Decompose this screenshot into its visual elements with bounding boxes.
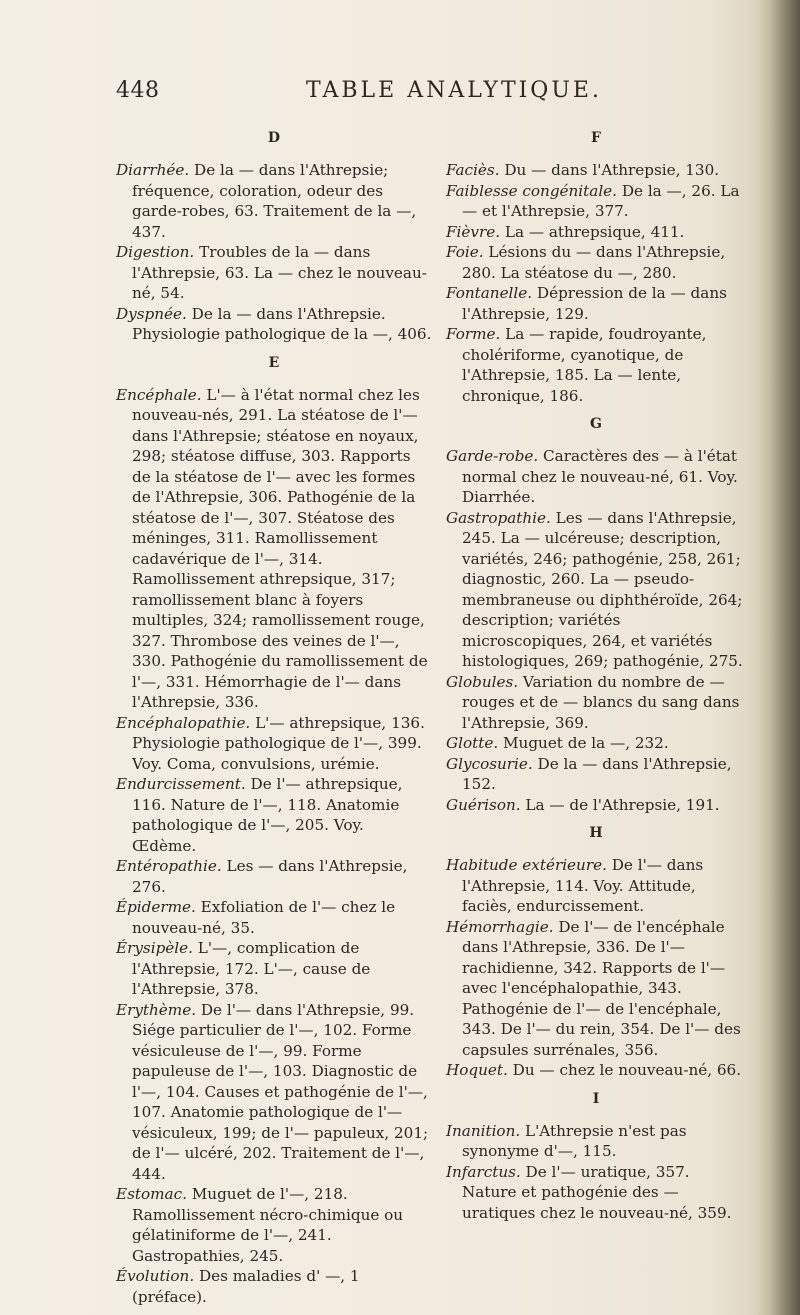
entry-text: De la —, 26. La — et l'Athrepsie, 377. [462, 181, 740, 220]
entry-term: Encéphale. [116, 385, 202, 404]
entry-text: Du — chez le nouveau-né, 66. [507, 1061, 742, 1079]
entry-text: De l'— dans l'Athrepsie, 114. Voy. Attitude, faciès, endurcissement. [462, 856, 704, 915]
entry-text: De l'— de l'encéphale dans l'Athrepsie, 336. De l'— rachidienne, 342. Rapports de l'— avec l'encéphalopathie, 343. Pathogénie de l'— de l'encéphale, 343. De l'— du rein, 354. De l'— des capsules surrénales, 356. [462, 917, 741, 1059]
entry-term: Foie. [446, 243, 484, 261]
section-letter: E [268, 354, 280, 371]
index-entry [446, 855, 746, 917]
index-entry [116, 897, 432, 938]
entry-term: Forme. [446, 325, 501, 343]
entry-term: Entéropathie. [116, 857, 222, 875]
index-entry [446, 754, 746, 795]
entry-text: De l'— uratique, 357. Nature et pathogénie des — uratiques chez le nouveau-né, 359. [462, 1162, 732, 1222]
entry-term: Évolution. [116, 1267, 195, 1285]
entry-term: Habitude extérieure. [446, 856, 607, 874]
index-entry [446, 672, 746, 734]
index-entry [116, 1184, 432, 1266]
entry-term: Glotte. [446, 734, 499, 752]
index-entry [116, 1266, 432, 1307]
entry-term: Glycosurie. [446, 754, 533, 773]
index-entry [446, 283, 746, 324]
index-entry [446, 1060, 746, 1081]
index-entry [446, 1121, 746, 1162]
entry-text: Du — dans l'Athrepsie, 130. [499, 161, 720, 179]
entry-text: De la — dans l'Athrepsie, 152. [462, 754, 732, 793]
entry-text: L'—, complication de l'Athrepsie, 172. L'—, cause de l'Athrepsie, 378. [132, 939, 371, 998]
entry-term: Fièvre. [446, 222, 501, 241]
entry-text: De l'— athrepsique, 116. Nature de l'—, 118. Anatomie pathologique de l'—, 205. Voy. Œdème. [132, 775, 403, 855]
section-letter: D [267, 130, 281, 146]
entry-term: Diarrhée. [116, 161, 190, 179]
index-entry [446, 1162, 746, 1224]
entry-term: Hoquet. [446, 1061, 508, 1079]
right-column [446, 120, 746, 1223]
index-section [116, 355, 432, 1308]
index-section [446, 416, 746, 815]
entry-text: Caractères des — à l'état normal chez le nouveau-né, 61. Voy. Diarrhée. [462, 447, 738, 506]
left-column [116, 120, 432, 1307]
entry-term: Digestion. [116, 243, 195, 261]
entry-text: Lésions du — dans l'Athrepsie, 280. La stéatose du —, 280. [462, 243, 726, 282]
index-entry [116, 938, 432, 1000]
running-title: TABLE ANALYTIQUE. [306, 78, 602, 103]
entry-term: Érysipèle. [116, 939, 193, 957]
section-letter: H [589, 825, 603, 841]
index-entry [446, 222, 746, 243]
index-section [446, 825, 746, 1081]
entry-term: Endurcissement. [116, 775, 246, 793]
entry-term: Inanition. [446, 1121, 521, 1140]
index-entry [116, 385, 432, 713]
index-entry [116, 774, 432, 856]
entry-text: De l'— dans l'Athrepsie, 99. Siége particulier de l'—, 102. Forme vésiculeuse de l'—, 99. Forme papuleuse de l'—, 103. Diagnostic de l'—, 104. Causes et pathogénie de l'—, 107. Anatomie pathologique de l'— vésiculeux, 199; de l'— papuleux, 201; de l'— ulcéré, 202. Traitement de l'—, 444. [132, 1000, 429, 1183]
index-section [446, 1091, 746, 1224]
entry-term: Estomac. [116, 1185, 187, 1203]
entry-text: Variation du nombre de — rouges et de — blancs du sang dans l'Athrepsie, 369. [462, 672, 740, 732]
section-letter: G [590, 416, 602, 432]
entry-text: Muguet de l'—, 218. Ramollissement nécro-chimique ou gélatiniforme de l'—, 241. Gastropathies, 245. [132, 1185, 404, 1265]
entry-term: Faiblesse congénitale. [446, 181, 617, 200]
index-entry [446, 508, 746, 672]
entry-text: L'— athrepsique, 136. Physiologie pathologique de l'—, 399. Voy. Coma, convulsions, urémie. [132, 713, 425, 773]
index-entry [446, 160, 746, 181]
entry-term: Fontanelle. [446, 284, 533, 302]
entry-text: Les — dans l'Athrepsie, 245. La — ulcéreuse; description, variétés, 246; pathogénie, 258, 261; diagnostic, 260. La — pseudo-membraneuse ou diphthéroïde, 264; description; variétés microscopiques, 264, et variétés histologiques, 269; pathogénie, 275. [462, 508, 743, 670]
page-number: 448 [116, 78, 160, 103]
page-header [0, 78, 800, 108]
entry-term: Dyspnée. [116, 304, 187, 323]
entry-term: Guérison. [446, 795, 521, 814]
page-edge-shadow [756, 0, 800, 1315]
section-letter: F [591, 130, 601, 146]
index-entry [446, 181, 746, 222]
index-entry [446, 733, 746, 754]
entry-text: De la — dans l'Athrepsie. Physiologie pathologique de la —, 406. [132, 304, 432, 343]
entry-text: Troubles de la — dans l'Athrepsie, 63. La — chez le nouveau-né, 54. [132, 243, 427, 302]
entry-text: Muguet de la —, 232. [498, 734, 669, 752]
entry-term: Faciès. [446, 161, 500, 179]
index-entry [446, 917, 746, 1061]
index-entry [116, 1000, 432, 1185]
entry-text: Dépression de la — dans l'Athrepsie, 129. [462, 284, 727, 323]
entry-text: Des maladies d' —, 1 (préface). [132, 1267, 360, 1306]
entry-term: Encéphalopathie. [116, 713, 251, 732]
entry-text: De la — dans l'Athrepsie; fréquence, coloration, odeur des garde-robes, 63. Traitement de la —, 437. [132, 161, 417, 241]
index-entry [116, 160, 432, 242]
entry-text: La — de l'Athrepsie, 191. [520, 795, 720, 814]
entry-term: Globules. [446, 672, 519, 691]
index-entry [116, 713, 432, 775]
entry-text: Les — dans l'Athrepsie, 276. [132, 857, 408, 896]
entry-term: Infarctus. [446, 1162, 521, 1181]
entry-text: L'Athrepsie n'est pas synonyme d'—, 115. [462, 1121, 687, 1160]
entry-text: Exfoliation de l'— chez le nouveau-né, 35. [132, 898, 396, 937]
index-entry [116, 856, 432, 897]
index-section [446, 130, 746, 406]
entry-text: L'— à l'état normal chez les nouveau-nés, 291. La stéatose de l'— dans l'Athrepsie; stéatose en noyaux, 298; stéatose diffuse, 303. Rapports de la stéatose de l'— avec les formes de l'Athrepsie, 306. Pathogénie de la stéatose de l'—, 307. Stéatose des méninges, 311. Ramollissement cadavérique de l'—, 314. Ramollissement athrepsique, 317; ramollissement blanc à foyers multiples, 324; ramollissement rouge, 327. Thrombose des veines de l'—, 330. Pathogénie du ramollissement de l'—, 331. Hémorrhagie de l'— dans l'Athrepsie, 336. [132, 385, 428, 711]
index-entry [446, 446, 746, 508]
section-letter: I [592, 1090, 600, 1107]
index-entry [446, 242, 746, 283]
index-entry [446, 795, 746, 816]
entry-term: Garde-robe. [446, 447, 539, 465]
index-section [116, 130, 432, 345]
index-entry [116, 304, 432, 345]
entry-term: Épiderme. [116, 898, 196, 916]
entry-text: La — rapide, foudroyante, cholériforme, cyanotique, de l'Athrepsie, 185. La — lente, chronique, 186. [462, 325, 707, 405]
entry-text: La — athrepsique, 411. [500, 222, 685, 241]
entry-term: Erythème. [116, 1000, 197, 1019]
index-entry [116, 242, 432, 304]
entry-term: Gastropathie. [446, 508, 551, 527]
entry-term: Hémorrhagie. [446, 917, 554, 936]
index-entry [446, 324, 746, 406]
